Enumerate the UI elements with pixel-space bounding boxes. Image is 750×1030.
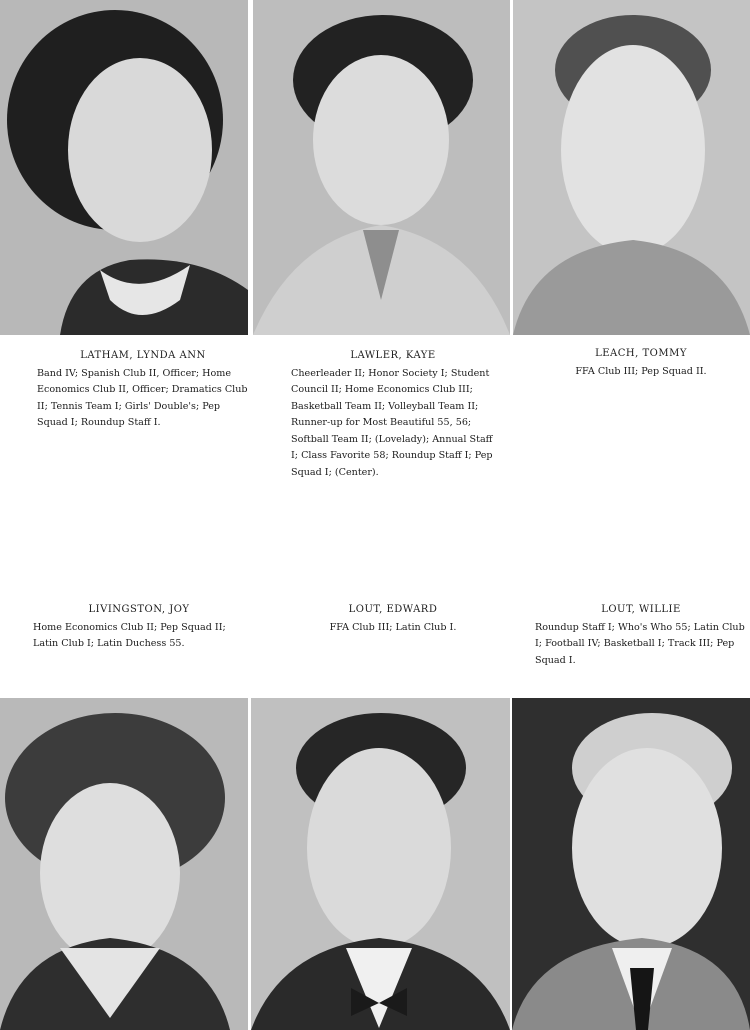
student-activities: Band IV; Spanish Club II, Officer; Home Economics Club II, Officer; Dramatics Club II; Tennis Team I; Girls' Double's; Pep Squad I; Roundup Staff I. <box>37 367 248 428</box>
student-activities: FFA Club III; Latin Club I. <box>329 621 457 633</box>
student-caption-3 <box>536 346 746 380</box>
student-name: LEACH, TOMMY <box>595 348 687 359</box>
student-name: LIVINGSTON, JOY <box>88 604 190 615</box>
portrait-photo-3 <box>513 0 750 335</box>
student-caption-1 <box>37 348 249 432</box>
portrait-photo-2 <box>253 0 510 335</box>
portrait-photo-6 <box>512 698 750 1030</box>
student-caption-2 <box>291 348 495 481</box>
student-activities: Home Economics Club II; Pep Squad II; Latin Club I; Latin Duchess 55. <box>33 621 226 649</box>
student-activities: Cheerleader II; Honor Society I; Student Council II; Home Economics Club III; Basketball Team II; Volleyball Team II; Runner-up for Most Beautiful 55, 56; Softball Team II; (Lovelady); Annual Staff I; Class Favorite 58; Roundup Staff I; Pep Squad I; (Center). <box>291 367 493 478</box>
student-name: LOUT, EDWARD <box>348 604 438 615</box>
portrait-photo-4 <box>0 698 248 1030</box>
student-name: LATHAM, LYNDA ANN <box>80 350 206 361</box>
student-caption-4 <box>33 602 245 653</box>
student-activities: Roundup Staff I; Who's Who 55; Latin Club I; Football IV; Basketball I; Track III; Pep Squad I. <box>535 621 745 666</box>
portrait-photo-5 <box>251 698 510 1030</box>
student-activities: FFA Club III; Pep Squad II. <box>575 365 707 377</box>
portrait-photo-1 <box>0 0 248 335</box>
student-caption-6 <box>535 602 747 669</box>
student-caption-5 <box>290 602 496 636</box>
student-name: LAWLER, KAYE <box>350 350 436 361</box>
student-name: LOUT, WILLIE <box>601 604 681 615</box>
